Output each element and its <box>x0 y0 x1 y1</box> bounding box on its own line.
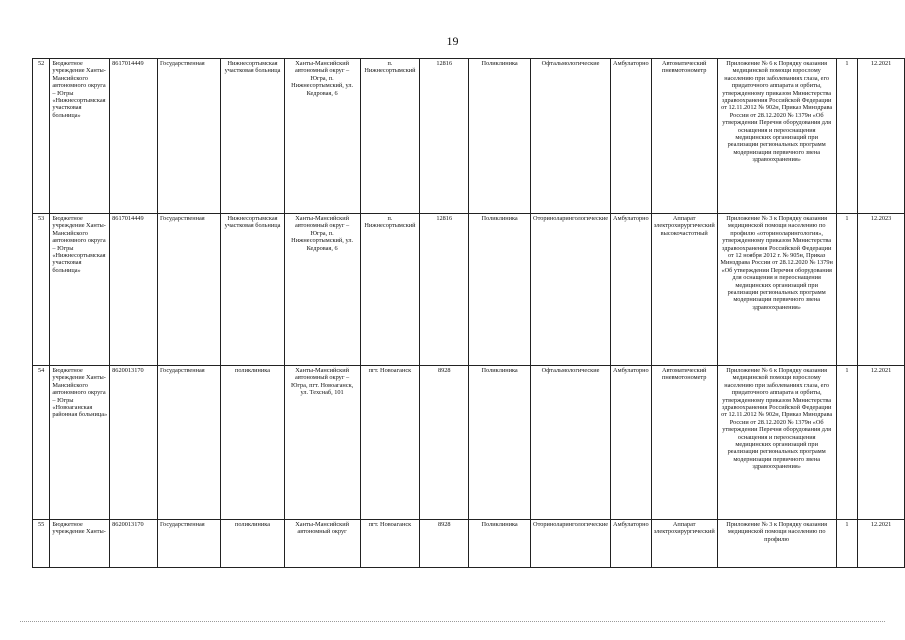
unit-type: Поликлиника <box>469 59 531 214</box>
quantity: 1 <box>836 366 858 520</box>
legal-basis: Приложение № 3 к Порядку оказания медицинской помощи населению по профилю <box>717 520 836 568</box>
locality: п. Нижнесортымский <box>360 214 420 366</box>
institution-name: Бюджетное учреждение Ханты-Мансийского автономного округа – Югры «Новоаганская районная больница» <box>50 366 110 520</box>
delivery-date: 12.2023 <box>858 214 905 366</box>
facility-address: Ханты-Мансийский автономный округ – Югра, пгт. Новоаганск, ул. Техснаб, 101 <box>284 366 360 520</box>
legal-basis: Приложение № 6 к Порядку оказания медицинской помощи взрослому населению при заболеваниях глаза, его придаточного аппарата и орбиты, утвержденному приказом Министерства здравоохранения Российской Федерации от 12.11.2012 № 902н, Приказ Минздрава России от 28.12.2020 № 1379н «Об утверждении Перечня оборудования для оснащения и переоснащения медицинских организаций при реализации региональных программ модернизации первичного звена здравоохранения» <box>717 59 836 214</box>
ownership-type: Государственная <box>157 520 221 568</box>
care-form: Амбулаторно <box>611 214 652 366</box>
ownership-type: Государственная <box>157 59 221 214</box>
care-form: Амбулаторно <box>611 59 652 214</box>
facility-address: Ханты-Мансийский автономный округ – Югра, п. Нижнесортымский, ул. Кедровая, 6 <box>284 59 360 214</box>
equipment-name: Аппарат электрохирургический <box>651 520 717 568</box>
row-number: 53 <box>33 214 50 366</box>
institution-name: Бюджетное учреждение Ханты- <box>50 520 110 568</box>
table-row <box>33 59 905 214</box>
delivery-date: 12.2021 <box>858 366 905 520</box>
legal-basis: Приложение № 6 к Порядку оказания медицинской помощи взрослому населению при заболеваниях глаза, его придаточного аппарата и орбиты, утвержденному приказом Министерства здравоохранения Российской Федерации от 12.11.2012 № 902н, Приказ Минздрава России от 28.12.2020 № 1379н «Об утверждении Перечня оборудования для оснащения и переоснащения медицинских организаций при реализации региональных программ модернизации первичного звена здравоохранения» <box>717 366 836 520</box>
department: Офтальмологические <box>531 59 611 214</box>
ownership-type: Государственная <box>157 366 221 520</box>
department: Оториноларингологические <box>531 214 611 366</box>
population: 12816 <box>420 214 469 366</box>
unit-type: Поликлиника <box>469 520 531 568</box>
table-row <box>33 520 905 568</box>
row-number: 54 <box>33 366 50 520</box>
facility-name: Нижнесортымская участковая больница <box>221 59 284 214</box>
legal-basis: Приложение № 3 к Порядку оказания медицинской помощи населению по профилю «оториноларингология», утвержденному приказом Министерства здравоохранения Российской Федерации от 12 ноября 2012 г. № 905н, Приказ Минздрава России от 28.12.2020 № 1379н «Об утверждении Перечня оборудования для оснащения и переоснащения медицинских организаций при реализации региональных программ модернизации первичного звена здравоохранения» <box>717 214 836 366</box>
table-row <box>33 366 905 520</box>
facility-name: Нижнесортымская участковая больница <box>221 214 284 366</box>
row-number: 52 <box>33 59 50 214</box>
table-row <box>33 214 905 366</box>
equipment-name: Автоматический пневмотонометр <box>651 366 717 520</box>
ownership-type: Государственная <box>157 214 221 366</box>
locality: п. Нижнесортымский <box>360 59 420 214</box>
institution-name: Бюджетное учреждение Ханты-Мансийского автономного округа – Югры «Нижнесортымская участковая больница» <box>50 214 110 366</box>
facility-name: поликлиника <box>221 520 284 568</box>
unit-type: Поликлиника <box>469 214 531 366</box>
inn-code: 8620013170 <box>110 520 158 568</box>
delivery-date: 12.2021 <box>858 59 905 214</box>
department: Офтальмологические <box>531 366 611 520</box>
facility-address: Ханты-Мансийский автономный округ <box>284 520 360 568</box>
quantity: 1 <box>836 59 858 214</box>
facility-address: Ханты-Мансийский автономный округ – Югра, п. Нижнесортымский, ул. Кедровая, 6 <box>284 214 360 366</box>
delivery-date: 12.2021 <box>858 520 905 568</box>
population: 8928 <box>420 366 469 520</box>
inn-code: 8620013170 <box>110 366 158 520</box>
equipment-name: Автоматический пневмотонометр <box>651 59 717 214</box>
row-number: 55 <box>33 520 50 568</box>
quantity: 1 <box>836 520 858 568</box>
department: Оториноларингологические <box>531 520 611 568</box>
locality: пгт. Новоаганск <box>360 366 420 520</box>
locality: пгт. Новоаганск <box>360 520 420 568</box>
care-form: Амбулаторно <box>611 366 652 520</box>
population: 12816 <box>420 59 469 214</box>
care-form: Амбулаторно <box>611 520 652 568</box>
facility-name: поликлиника <box>221 366 284 520</box>
inn-code: 8617014449 <box>110 59 158 214</box>
page-number: 19 <box>446 34 459 48</box>
equipment-table <box>32 58 905 568</box>
scan-edge-line <box>20 621 885 622</box>
equipment-name: Аппарат электрохирургический высокочастотный <box>651 214 717 366</box>
population: 8928 <box>420 520 469 568</box>
unit-type: Поликлиника <box>469 366 531 520</box>
institution-name: Бюджетное учреждение Ханты-Мансийского автономного округа – Югры «Нижнесортымская участковая больница» <box>50 59 110 214</box>
inn-code: 8617014449 <box>110 214 158 366</box>
quantity: 1 <box>836 214 858 366</box>
